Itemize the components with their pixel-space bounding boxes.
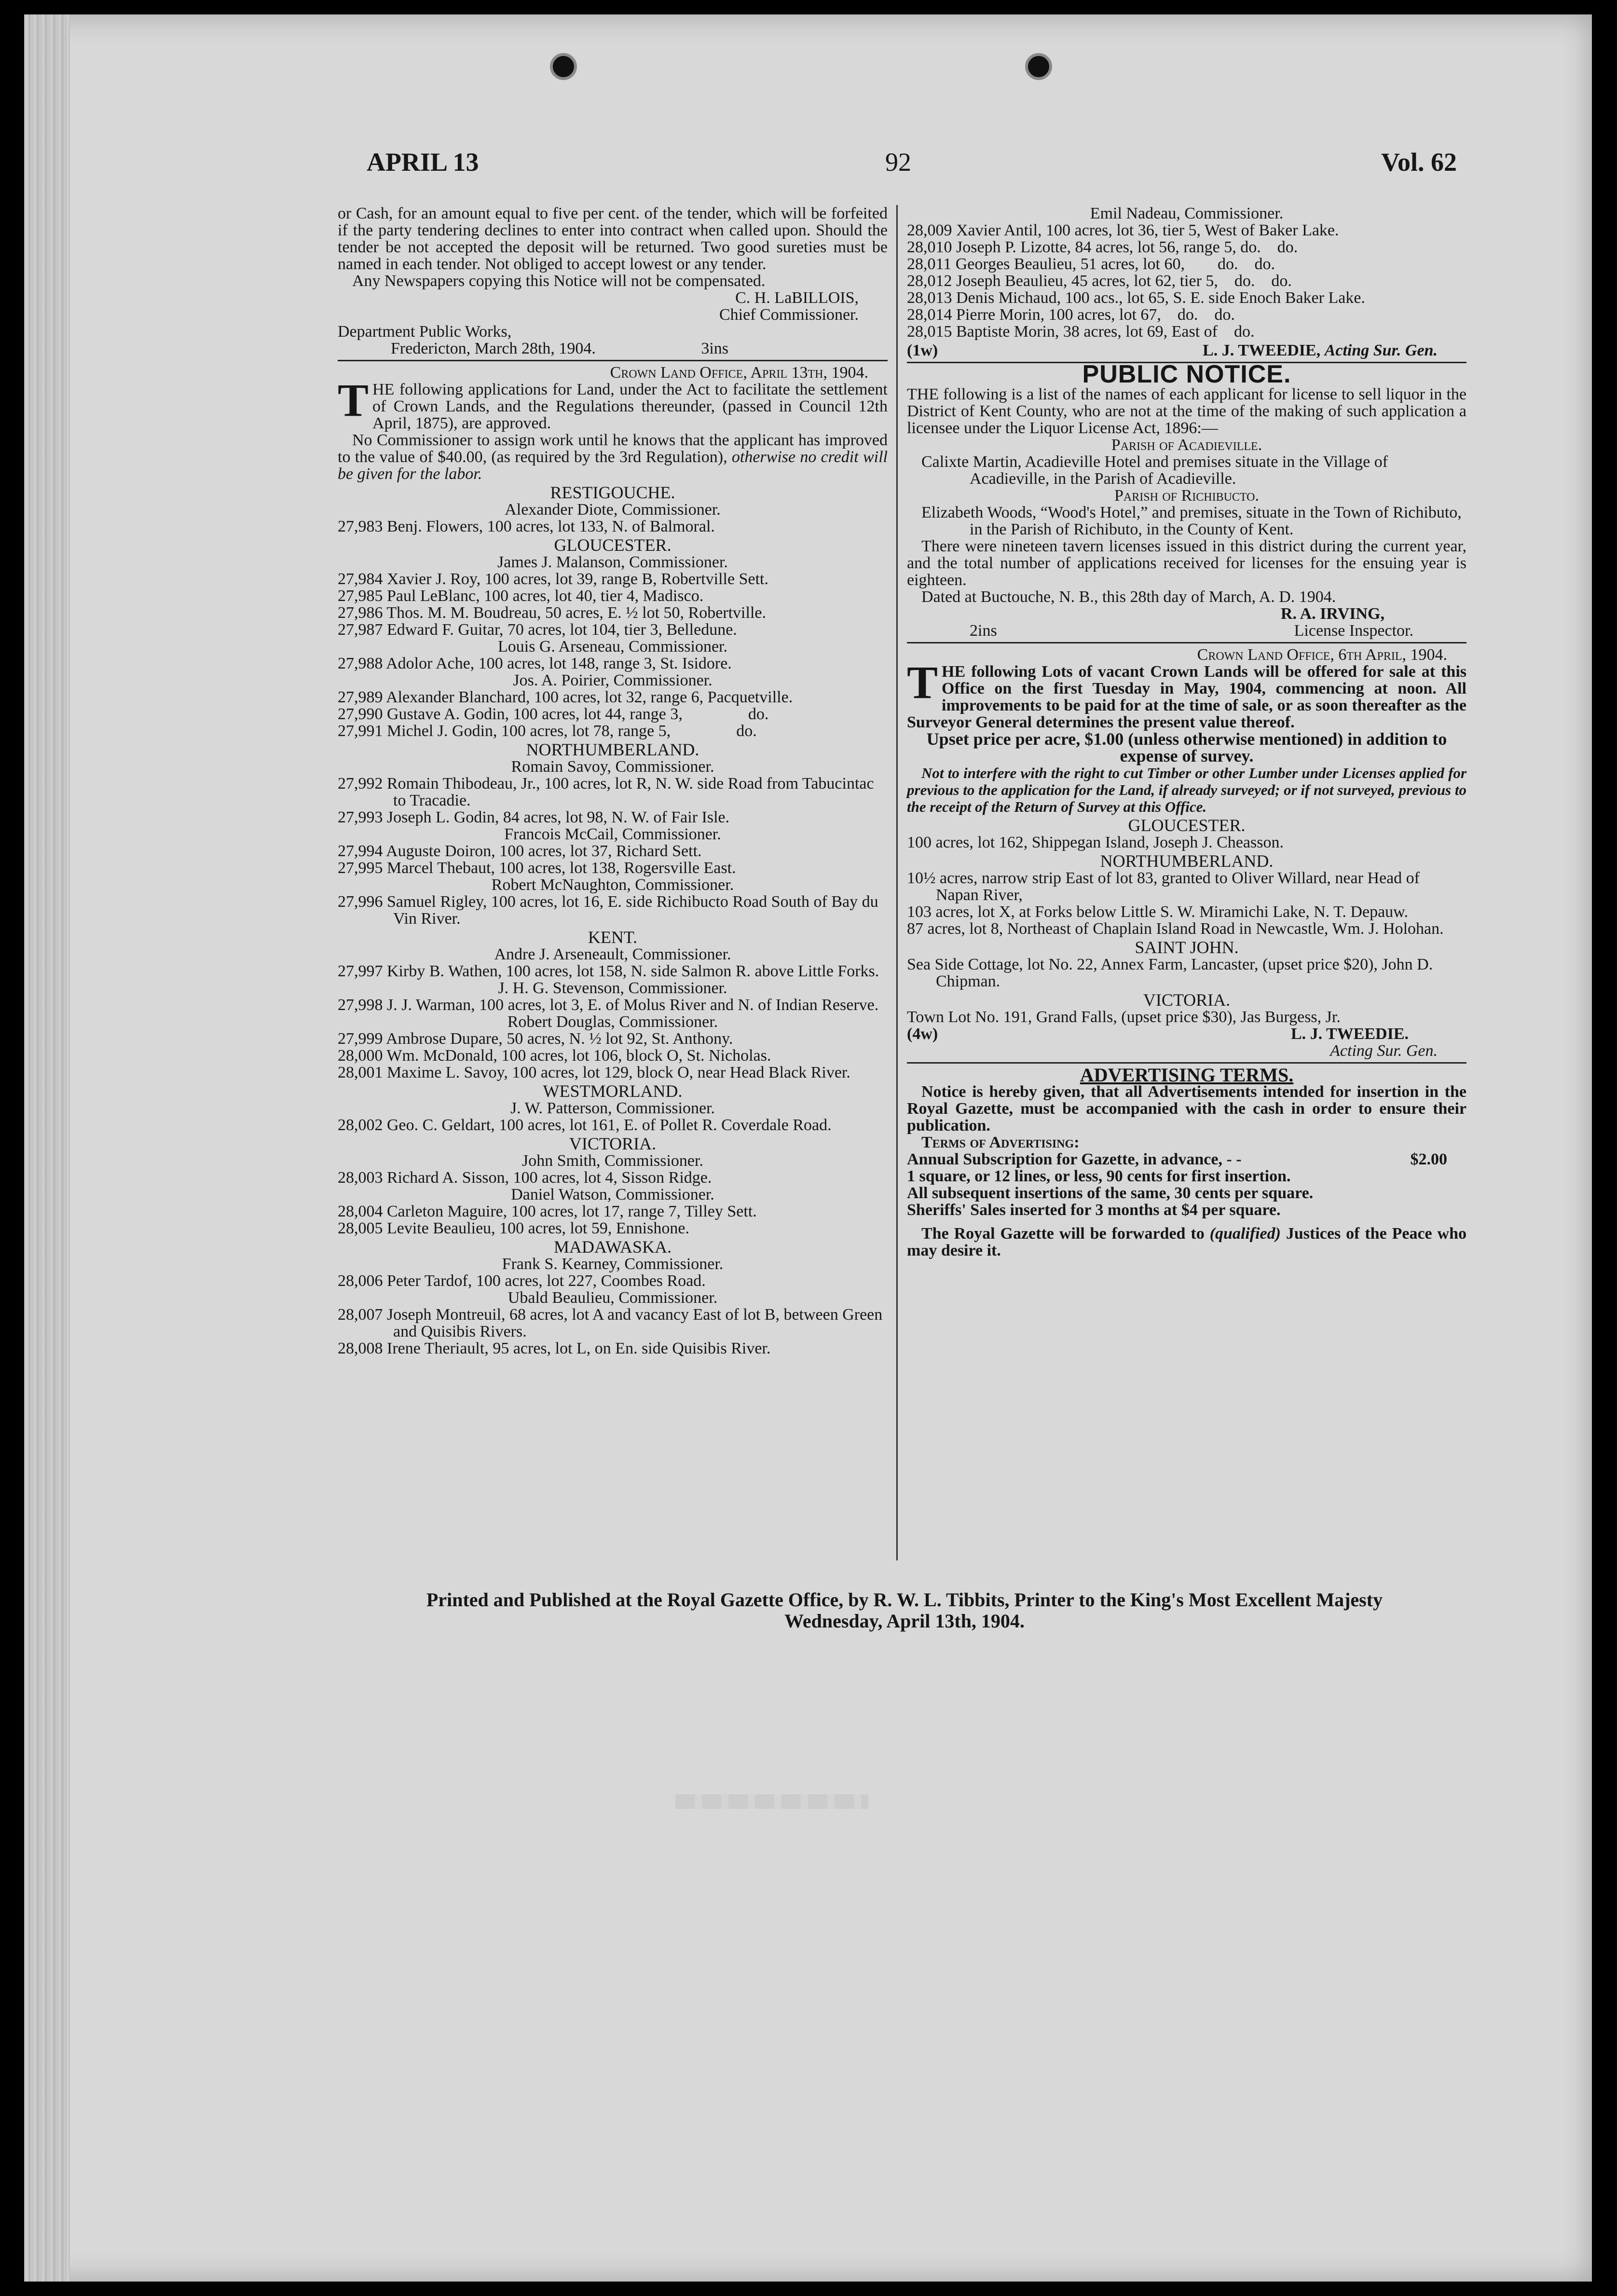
county-heading: GLOUCESTER. [1128,816,1246,835]
lots-intro [907,656,1466,731]
application-number: 27,999 [338,1030,386,1048]
applications-intro [338,374,888,432]
irving-name: R. A. IRVING, [1280,605,1384,623]
application-entry [907,273,1466,289]
application-entry [338,1117,888,1134]
tweedie-signature-1 [907,342,1466,359]
gazette-fwd-a: The Royal Gazette will be forwarded to [921,1225,1205,1243]
application-number: 27,992 [338,775,387,793]
left-column [338,205,888,1357]
sig1-insertions: (1w) [907,342,938,359]
commissioner-line: Andre J. Arseneault, Commissioner. [494,945,731,963]
commissioner-line: J. H. G. Stevenson, Commissioner. [498,979,727,997]
application-entry [338,518,888,535]
application-text: Ambrose Dupare, 50 acres, N. ½ lot 92, St. Anthony. [386,1030,733,1048]
lot-entry: Town Lot No. 191, Grand Falls, (upset price $30), Jas Burgess, Jr. [907,1008,1341,1026]
sig2-insertions: (4w) [907,1025,938,1043]
application-entry [338,809,888,826]
application-text: Joseph L. Godin, 84 acres, lot 98, N. W. of Fair Isle. [387,808,730,826]
application-number: 27,996 [338,893,387,911]
sheriffs-rate: Sheriffs' Sales inserted for 3 months at $4 per square. [907,1201,1281,1219]
column-divider [896,205,898,1560]
application-number: 28,006 [338,1272,387,1290]
commissioner-line: Ubald Beaulieu, Commissioner. [507,1289,718,1307]
imprint-line-1: Printed and Published at the Royal Gazette Office, by R. W. L. Tibbits, Printer to the King's Most Excellent Majesty [426,1589,1383,1611]
gazette-fwd-b: Justices of the Peace who may desire it. [907,1225,1467,1259]
application-text: Richard A. Sisson, 100 acres, lot 4, Sisson Ridge. [387,1169,712,1187]
application-text: Irene Theriault, 95 acres, lot L, on En. side Quisibis River. [387,1339,771,1357]
application-entry [338,1306,888,1340]
application-number: 28,002 [338,1116,387,1134]
nineteen-licenses: There were nineteen tavern licenses issued in this district during the current year, and the total number of applications received for licenses for the ensuing year is eighteen. [907,537,1466,589]
county-heading: GLOUCESTER. [554,535,671,555]
application-entry [338,1047,888,1064]
application-text: Samuel Rigley, 100 acres, lot 16, E. side Richibucto Road South of Bay du Vin River. [387,893,882,928]
application-number: 27,988 [338,655,386,672]
tweedie-signature-2 [907,1025,1466,1042]
header-date: APRIL 13 [367,148,479,177]
no-commissioner-text: No Commissioner to assign work until he knows that the applicant has improved to the value of $40.00, (as required by the 3rd Regulation), [338,431,888,466]
crown-land-office-line-2: Crown Land Office, 6th April, 1904. [1197,646,1447,664]
application-number: 27,991 [338,722,387,740]
application-entry [338,963,888,980]
lot-entry: 103 acres, lot X, at Forks below Little S. W. Miramichi Lake, N. T. Depauw. [907,903,1409,921]
application-number: 28,008 [338,1339,387,1357]
application-text: Benj. Flowers, 100 acres, lot 133, N. of Balmoral. [387,518,715,535]
application-entry [338,571,888,588]
madawaska-entries [907,222,1466,340]
right-column [907,205,1466,1259]
application-number: 27,987 [338,621,387,639]
application-entry [338,1169,888,1186]
timber-notice: Not to interfere with the right to cut Timber or other Lumber under Licenses applied for previous to the application for the Land, if already surveyed; or if not surveyed, previous to the receipt of the Return of Survey at this Office. [907,765,1466,815]
application-number: 27,989 [338,688,386,706]
application-number: 27,990 [338,705,387,723]
advertising-notice: Notice is hereby given, that all Advertisements intended for insertion in the Royal Gazette, must be accompanied with the cash in order to ensure their publication. [907,1083,1466,1134]
public-notice-intro: THE following is a list of the names of each applicant for license to sell liquor in the District of Kent County, who are not at the time of the making of such application a licensee under the Liquor License Act, 1896:— [907,385,1466,437]
county-heading: WESTMORLAND. [543,1081,683,1101]
commissioner-line: Jos. A. Poirier, Commissioner. [513,671,713,689]
drop-cap: T [338,374,369,426]
irving-line [907,622,1466,639]
lot-entry: 10½ acres, narrow strip East of lot 83, granted to Oliver Willard, near Head of Napan River, [907,869,1420,904]
section-rule [907,642,1466,643]
application-text: Edward F. Guitar, 70 acres, lot 104, tier 3, Belledune. [387,621,737,639]
application-entry [338,689,888,706]
application-entry [907,289,1466,306]
application-text: Peter Tardof, 100 acres, lot 227, Coombes Road. [387,1272,706,1290]
sig2-title: Acting Sur. Gen. [1330,1042,1438,1060]
application-number: 27,993 [338,808,387,826]
application-number: 27,998 [338,996,387,1014]
application-number: 27,983 [338,518,387,535]
application-text: 28,015 Baptiste Morin, 38 acres, lot 69, East of do. [907,323,1255,341]
sig1-name: L. J. TWEEDIE, [1203,342,1321,359]
application-number: 27,995 [338,859,387,877]
application-entry [907,306,1466,323]
commissioner-line: J. W. Patterson, Commissioner. [510,1099,715,1117]
annual-price: $2.00 [1410,1150,1447,1168]
commissioner-line: Emil Nadeau, Commissioner. [1090,205,1284,222]
application-entry [907,323,1466,340]
application-entry [338,1220,888,1237]
application-text: Thos. M. M. Boudreau, 50 acres, E. ½ lot 50, Robertville. [386,604,766,622]
application-entry [338,775,888,809]
application-entry [907,222,1466,239]
intro-text: HE following applications for Land, under the Act to facilitate the settlement of Crown Lands, and the Regulations thereunder, (passed in Council 12th April, 1875), are approved. [372,381,888,432]
dept-insertions: 3ins [701,340,728,357]
irving-title: License Inspector. [1294,622,1413,640]
county-sections [338,484,888,1357]
application-text: 28,014 Pierre Morin, 100 acres, lot 67, do. do. [907,306,1235,324]
application-entry [907,256,1466,273]
commissioner-line: Frank S. Kearney, Commissioner. [502,1255,724,1273]
application-number: 27,984 [338,570,387,588]
bleed-through-text [675,1794,868,1809]
gazette-fwd-italic: (qualified) [1209,1225,1281,1243]
imprint-footer [338,1589,1471,1632]
application-entry [338,860,888,876]
commissioner-line: John Smith, Commissioner. [522,1152,703,1170]
application-text: Alexander Blanchard, 100 acres, lot 32, range 6, Pacquetville. [386,688,793,706]
application-text: Michel J. Godin, 100 acres, lot 78, range 5, do. [387,722,757,740]
page-header [367,147,1457,176]
section-rule [907,1062,1466,1064]
application-entry [338,843,888,860]
lot-entry: Sea Side Cottage, lot No. 22, Annex Farm, Lancaster, (upset price $20), John D. Chipman. [907,956,1433,990]
binding-hole-right [1025,53,1052,80]
application-text: Adolor Ache, 100 acres, lot 148, range 3, St. Isidore. [386,655,732,672]
dept-date-line [338,340,888,357]
application-number: 28,004 [338,1203,387,1220]
annual-subscription [907,1151,1466,1168]
county-heading: RESTIGOUCHE. [550,483,675,502]
application-text: Geo. C. Geldart, 100 acres, lot 161, E. of Pollet R. Coverdale Road. [387,1116,832,1134]
dated-line: Dated at Buctouche, N. B., this 28th day of March, A. D. 1904. [921,588,1336,606]
lot-entry: 100 acres, lot 162, Shippegan Island, Joseph J. Cheasson. [907,834,1284,851]
subsequent-rate: All subsequent insertions of the same, 30 cents per square. [907,1184,1314,1202]
lot-entry: 87 acres, lot 8, Northeast of Chaplain Island Road in Newcastle, Wm. J. Holohan. [907,920,1444,938]
application-entry [338,997,888,1013]
commissioner-line: Robert McNaughton, Commissioner. [491,876,734,894]
commissioner-line: Robert Douglas, Commissioner. [507,1013,718,1031]
application-number: 27,994 [338,842,386,860]
county-heading: VICTORIA. [569,1134,657,1153]
gazette-forwarding [907,1225,1466,1259]
application-text: 28,009 Xavier Antil, 100 acres, lot 36, tier 5, West of Baker Lake. [907,221,1339,239]
commissioner-line: Romain Savoy, Commissioner. [511,758,714,776]
square-rate: 1 square, or 12 lines, or less, 90 cents for first insertion. [907,1167,1291,1185]
vacant-lots [907,817,1466,1025]
application-text: Paul LeBlanc, 100 acres, lot 40, tier 4, Madisco. [387,587,704,605]
application-text: Xavier J. Roy, 100 acres, lot 39, range B, Robertville Sett. [387,570,768,588]
county-heading: NORTHUMBERLAND. [526,740,699,759]
application-text: Romain Thibodeau, Jr., 100 acres, lot R, N. W. side Road from Tabucintac to Tracadie. [387,775,878,809]
application-entry [338,1203,888,1220]
application-entry [907,239,1466,256]
commissioner-line: Alexander Diote, Commissioner. [505,501,721,519]
section-rule [338,360,888,361]
application-entry [338,655,888,672]
application-entry [338,706,888,723]
application-entry [338,588,888,604]
application-number: 27,985 [338,587,387,605]
advertising-terms-title: ADVERTISING TERMS. [1080,1064,1294,1086]
binding-hole-left [550,53,577,80]
upset-price: Upset price per acre, $1.00 (unless otherwise mentioned) in addition to expense of survey. [926,729,1447,765]
application-entry [338,1340,888,1357]
application-number: 28,007 [338,1306,387,1324]
application-entry [338,1030,888,1047]
commissioner-line: James J. Malanson, Commissioner. [497,553,728,571]
no-commissioner-notice [338,432,888,482]
application-number: 27,997 [338,962,387,980]
county-heading: KENT. [588,928,638,947]
application-text: Marcel Thebaut, 100 acres, lot 138, Rogersville East. [387,859,736,877]
newspapers-notice: Any Newspapers copying this Notice will not be compensated. [352,272,766,290]
imprint-line-2: Wednesday, April 13th, 1904. [784,1610,1025,1632]
county-heading: SAINT JOHN. [1135,938,1239,957]
no-commissioner-italic: otherwise no credit will be given for the labor. [338,448,888,483]
sig1-title: Acting Sur. Gen. [1324,342,1438,359]
application-text: Levite Beaulieu, 100 acres, lot 59, Ennishone. [387,1219,689,1237]
application-text: Kirby B. Wathen, 100 acres, lot 158, N. side Salmon R. above Little Forks. [387,962,879,980]
crown-land-office-line: Crown Land Office, April 13th, 1904. [610,364,868,382]
commissioner-line: Daniel Watson, Commissioner. [511,1186,714,1203]
application-number: 28,000 [338,1047,387,1065]
county-heading: NORTHUMBERLAND. [1100,851,1274,871]
county-heading: MADAWASKA. [553,1237,672,1257]
application-text: Carleton Maguire, 100 acres, lot 17, range 7, Tilley Sett. [387,1203,757,1220]
dept-date: Fredericton, March 28th, 1904. [391,340,596,357]
parish-heading-2: Parish of Richibucto. [1114,487,1259,505]
parish-entry-1: Calixte Martin, Acadieville Hotel and premises situate in the Village of Acadieville, in the Parish of Acadieville. [921,453,1388,488]
application-text: Wm. McDonald, 100 acres, lot 106, block O, St. Nicholas. [386,1047,771,1065]
signer-title: Chief Commissioner. [719,306,859,324]
drop-cap: T [907,656,938,708]
application-number: 27,986 [338,604,387,622]
application-text: 28,011 Georges Beaulieu, 51 acres, lot 60, do. do. [907,255,1275,273]
commissioner-line: Louis G. Arseneau, Commissioner. [498,638,727,656]
application-text: Maxime L. Savoy, 100 acres, lot 129, block O, near Head Black River. [387,1064,850,1081]
header-page-number: 92 [885,148,911,177]
application-text: 28,012 Joseph Beaulieu, 45 acres, lot 62, tier 5, do. do. [907,272,1292,290]
lots-intro-text: HE following Lots of vacant Crown Lands will be offered for sale at this Office on the first Tuesday in May, 1904, commencing at noon. All improvements to be paid for at the time of sale, or as soon thereafter as the Surveyor General determines the present value thereof. [907,663,1466,731]
signer-name: C. H. LaBILLOIS, [735,289,859,307]
public-notice-title: PUBLIC NOTICE. [1082,360,1291,388]
irving-insertions: 2ins [970,622,997,640]
sig2-name: L. J. TWEEDIE. [1290,1025,1409,1043]
application-number: 28,001 [338,1064,387,1081]
annual-label: Annual Subscription for Gazette, in advance, - - [907,1150,1242,1168]
commissioner-line: Francois McCail, Commissioner. [504,825,721,843]
application-entry [338,893,888,927]
application-entry [338,1064,888,1081]
application-entry [338,723,888,739]
tender-text: or Cash, for an amount equal to five per cent. of the tender, which will be forfeited if the party tendering declines to enter into contract when called upon. Should the tender be not accepted the deposit will be returned. Two good sureties must be named in each tender. Not obliged to accept lowest or any tender. [338,205,888,273]
application-entry [338,1272,888,1289]
application-text: 28,013 Denis Michaud, 100 acs., lot 65, S. E. side Enoch Baker Lake. [907,289,1365,307]
county-heading: VICTORIA. [1143,990,1231,1010]
application-entry [338,621,888,638]
application-number: 28,005 [338,1219,387,1237]
application-number: 28,003 [338,1169,387,1187]
application-text: 28,010 Joseph P. Lizotte, 84 acres, lot 56, range 5, do. do. [907,238,1298,256]
parish-entry-2: Elizabeth Woods, “Wood's Hotel,” and premises, situate in the Town of Richibuto, in the Parish of Richibuto, in the County of Kent. [921,504,1462,538]
application-text: J. J. Warman, 100 acres, lot 3, E. of Molus River and N. of Indian Reserve. [387,996,879,1014]
page-edge-stack [24,14,70,2282]
parish-heading-1: Parish of Acadieville. [1111,436,1262,454]
application-text: Auguste Doiron, 100 acres, lot 37, Richard Sett. [386,842,702,860]
terms-heading: Terms of Advertising: [921,1134,1080,1151]
dept-name: Department Public Works, [338,323,512,341]
application-entry [338,604,888,621]
application-text: Joseph Montreuil, 68 acres, lot A and vacancy East of lot B, between Green and Quisibis Rivers. [387,1306,887,1340]
header-volume: Vol. 62 [1381,148,1457,177]
application-text: Gustave A. Godin, 100 acres, lot 44, range 3, do. [387,705,769,723]
